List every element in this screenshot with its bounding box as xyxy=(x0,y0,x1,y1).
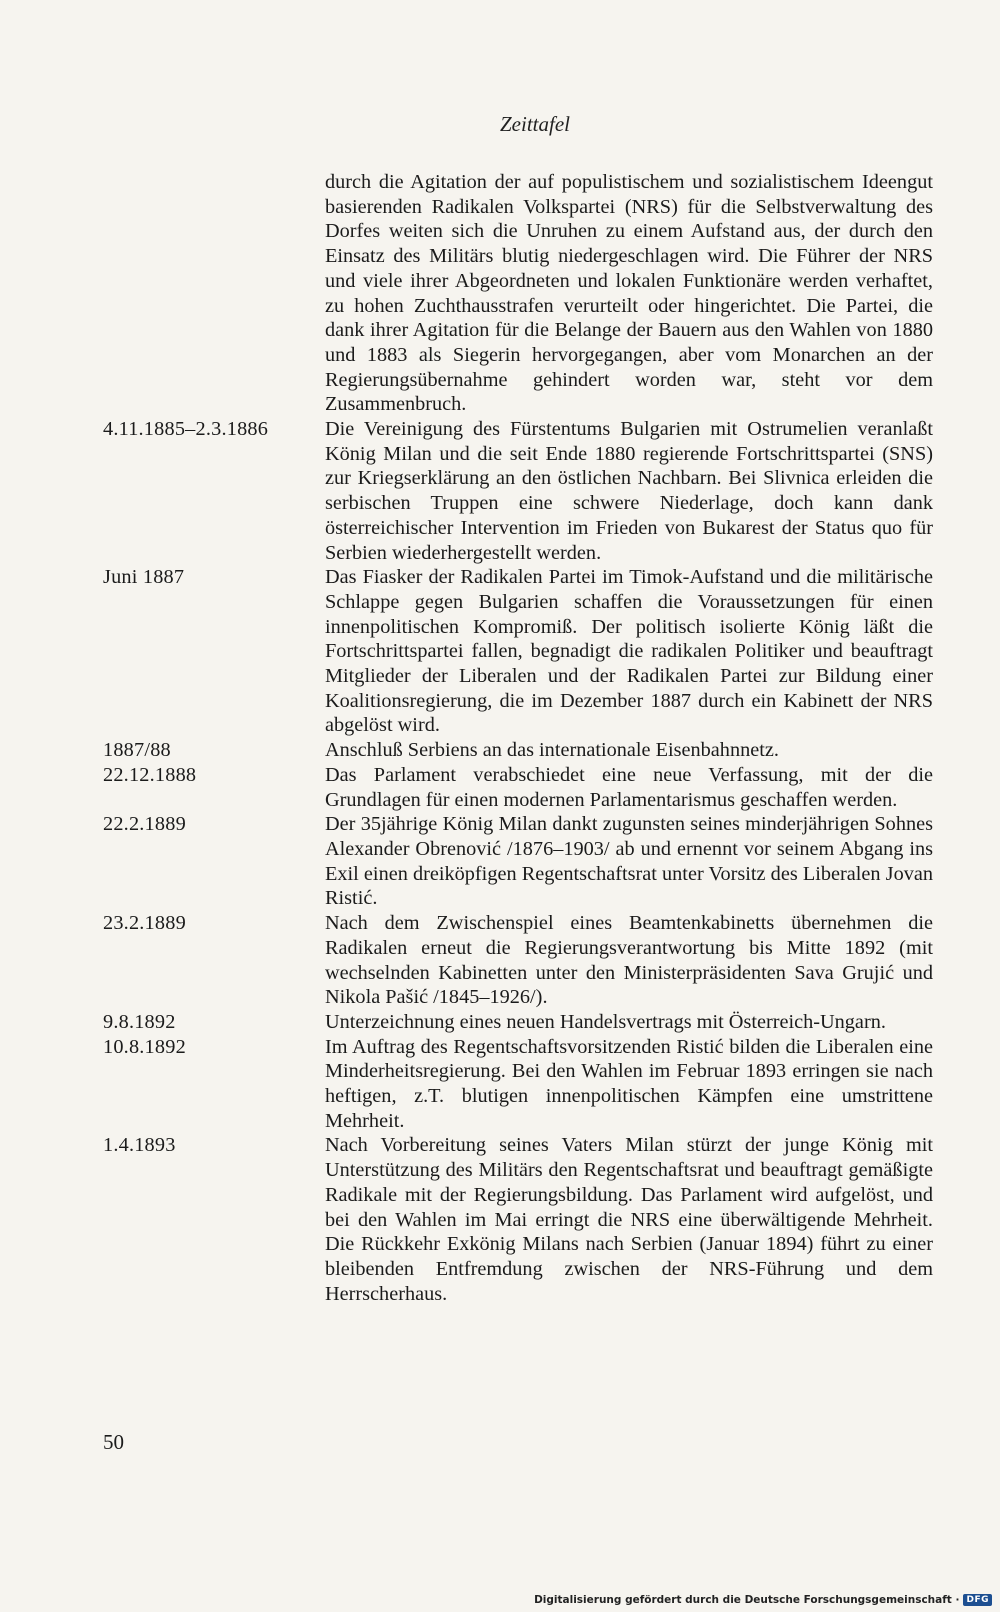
entry-text: Unterzeichnung eines neuen Handelsvertrags mit Österreich-Ungarn. xyxy=(325,1010,886,1033)
timeline-entry xyxy=(103,738,933,763)
entry-text: Das Parlament verabschiedet eine neue Verfassung, mit der die Grundlagen für einen modernen Parlamentarismus geschaffen werden. xyxy=(325,763,933,811)
timeline-entry xyxy=(103,812,933,911)
entry-text: Die Vereinigung des Fürstentums Bulgarien mit Ostrumelien veranlaßt König Milan und die seit Ende 1880 regierende Fortschrittspartei (SNS) zur Kriegserklärung an den östlichen Nachbarn. Bei Slivnica erleiden die serbischen Truppen eine schwere Niederlage, doch kann dank österreichischer Intervention im Frieden von Bukarest der Status quo für Serbien wiederhergestellt werden. xyxy=(325,418,933,564)
entry-text: durch die Agitation der auf populistischem und sozialistischem Ideengut basierenden Radikalen Volkspartei (NRS) für die Selbstverwaltung des Dorfes weiten sich die Unruhen zu einem Aufstand aus, der durch den Einsatz des Militärs blutig niedergeschlagen wird. Die Führer der NRS und viele ihrer Abgeordneten und lokalen Funktionäre werden verhaftet, zu hohen Zuchthausstrafen verurteilt oder hingerichtet. Die Partei, die dank ihrer Agitation für die Belange der Bauern aus den Wahlen von 1880 und 1883 als Siegerin hervorgegangen, aber vom Monarchen an der Regierungsübernahme gehindert worden war, steht vor dem Zusammenbruch. xyxy=(325,171,933,416)
entry-date: 10.8.1892 xyxy=(103,1035,186,1058)
entry-date: 9.8.1892 xyxy=(103,1010,176,1033)
entry-text: Anschluß Serbiens an das internationale Eisenbahnnetz. xyxy=(325,739,779,762)
timeline-entry xyxy=(103,170,933,417)
entry-date: 22.12.1888 xyxy=(103,763,197,786)
dfg-logo: DFG xyxy=(963,1594,992,1606)
entry-text: Das Fiasker der Radikalen Partei im Timok-Aufstand und die militärische Schlappe gegen Bulgarien schaffen die Voraussetzungen für einen innenpolitischen Kompromiß. Der politisch isolierte König läßt die Fortschrittspartei fallen, begnadigt die radikalen Politiker und beauftragt Mitglieder der Liberalen und der Radikalen Partei zur Bildung einer Koalitionsregierung, die im Dezember 1887 durch ein Kabinett der NRS abgelöst wird. xyxy=(325,566,933,737)
entry-date: 22.2.1889 xyxy=(103,813,186,836)
entry-text: Nach Vorbereitung seines Vaters Milan stürzt der junge König mit Unterstützung des Militärs den Regentschaftsrat und beauftragt gemäßigte Radikale mit der Regierungsbildung. Das Parlament wird aufgelöst, und bei den Wahlen im Mai erringt die NRS eine überwältigende Mehrheit. Die Rückkehr Exkönig Milans nach Serbien (Januar 1894) führt zu einer bleibenden Entfremdung zwischen der NRS-Führung und dem Herrscherhaus. xyxy=(325,1134,933,1305)
entry-date: 1.4.1893 xyxy=(103,1134,176,1157)
entry-date: 4.11.1885–2.3.1886 xyxy=(103,418,269,441)
credit-text: Digitalisierung gefördert durch die Deutsche Forschungsgemeinschaft · xyxy=(534,1594,960,1606)
timeline-entry xyxy=(103,763,933,812)
running-header: Zeittafel xyxy=(500,112,570,136)
timeline-entry xyxy=(103,565,933,738)
timeline-entry xyxy=(103,417,933,565)
page-number: 50 xyxy=(103,1430,124,1454)
timeline-entry xyxy=(103,1010,933,1035)
timeline-list xyxy=(103,170,933,1306)
entry-text: Im Auftrag des Regentschaftsvorsitzenden Ristić bilden die Liberalen eine Minderheitsregierung. Bei den Wahlen im Februar 1893 erringen sie nach heftigen, z.T. blutigen innenpolitischen Kämpfen eine umstrittene Mehrheit. xyxy=(325,1035,933,1132)
entry-date: Juni 1887 xyxy=(103,566,185,589)
timeline-entry xyxy=(103,1035,933,1134)
entry-text: Der 35jährige König Milan dankt zugunsten seines minderjährigen Sohnes Alexander Obrenović /1876–1903/ ab und ernennt vor seinem Abgang ins Exil einen dreiköpfigen Regentschaftsrat unter Vorsitz des Liberalen Jovan Ristić. xyxy=(325,813,933,910)
entry-date: 23.2.1889 xyxy=(103,912,186,935)
timeline-entry xyxy=(103,1133,933,1306)
entry-text: Nach dem Zwischenspiel eines Beamtenkabinetts übernehmen die Radikalen erneut die Regierungsverantwortung bis Mitte 1892 (mit wechselnden Kabinetten unter den Ministerpräsidenten Sava Grujić und Nikola Pašić /1845–1926/). xyxy=(325,912,933,1009)
digitization-credit xyxy=(534,1594,992,1606)
entry-date: 1887/88 xyxy=(103,739,171,762)
timeline-entry xyxy=(103,911,933,1010)
